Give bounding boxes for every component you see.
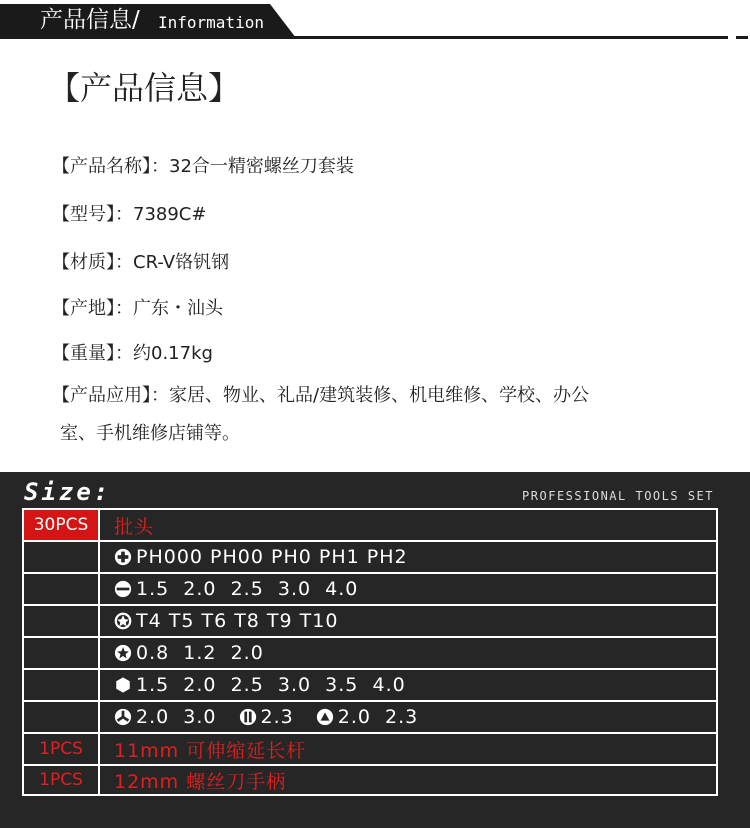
qty-cell — [24, 574, 100, 604]
pentalobe-icon — [114, 644, 132, 662]
info-label: 【材质】： — [52, 252, 133, 273]
info-model — [52, 202, 206, 228]
slotted-icon — [114, 580, 132, 598]
info-application-wrap: 室、手机维修店铺等。 — [60, 423, 240, 444]
item-text: PH000 PH00 PH0 PH1 PH2 — [136, 546, 408, 568]
qty-cell — [24, 670, 100, 700]
info-label: 【重量】： — [52, 343, 133, 364]
triangle-icon — [316, 708, 334, 726]
u-shape-icon — [239, 708, 257, 726]
qty-cell — [24, 702, 100, 732]
qty-cell — [24, 606, 100, 636]
info-value: 约0.17kg — [133, 343, 213, 364]
size-title: Size: — [24, 478, 112, 506]
table-row — [22, 508, 718, 540]
item-text: 2.0 3.0 — [136, 706, 217, 728]
item-cell — [102, 734, 716, 764]
item-cell — [102, 574, 716, 604]
info-material — [52, 250, 229, 276]
header-rule-end — [736, 36, 748, 39]
table-row — [22, 668, 718, 700]
item-cell — [102, 606, 716, 636]
torx-icon — [114, 612, 132, 630]
item-text: 批头 — [114, 515, 155, 538]
phillips-icon — [114, 548, 132, 566]
triwing-icon — [114, 708, 132, 726]
item-text: 11mm 可伸缩延长杆 — [114, 739, 307, 762]
table-row — [22, 732, 718, 764]
info-value: 32合一精密螺丝刀套装 — [169, 156, 354, 177]
table-row — [22, 604, 718, 636]
table-row — [22, 540, 718, 572]
item-text: 0.8 1.2 2.0 — [136, 642, 264, 664]
qty-cell: 1PCS — [24, 766, 100, 794]
header-title-cn: 产品信息/ — [40, 7, 140, 33]
info-value: CR-V铬钒钢 — [133, 252, 230, 273]
info-label: 【型号】： — [52, 204, 133, 225]
table-row — [22, 572, 718, 604]
info-label: 【产地】： — [52, 298, 133, 319]
header-title-en: Information — [158, 13, 264, 32]
item-cell — [102, 510, 716, 540]
item-text: 1.5 2.0 2.5 3.0 3.5 4.0 — [136, 674, 406, 696]
item-text: 2.0 2.3 — [337, 706, 419, 728]
table-row — [22, 700, 718, 732]
item-text: 1.5 2.0 2.5 3.0 4.0 — [136, 578, 359, 600]
qty-cell: 30PCS — [24, 510, 100, 540]
header-rule — [0, 36, 728, 39]
info-label: 【产品名称】： — [52, 156, 169, 177]
info-value: 7389C# — [133, 204, 207, 225]
item-cell — [102, 638, 716, 668]
item-cell — [102, 766, 716, 794]
section-title: 【产品信息】 — [48, 69, 241, 107]
item-text: 2.3 — [260, 706, 294, 728]
info-label: 【产品应用】： — [52, 385, 169, 406]
item-cell — [102, 670, 716, 700]
item-text: 12mm 螺丝刀手柄 — [114, 770, 287, 793]
info-value: 家居、物业、礼品/建筑装修、机电维修、学校、办公 — [169, 385, 590, 406]
item-cell — [102, 702, 716, 732]
item-text: T4 T5 T6 T8 T9 T10 — [136, 610, 339, 632]
hex-icon — [114, 676, 132, 694]
table-row — [22, 764, 718, 796]
info-origin — [52, 296, 223, 322]
qty-cell — [24, 542, 100, 572]
info-weight — [52, 341, 213, 367]
table-row — [22, 636, 718, 668]
qty-cell: 1PCS — [24, 734, 100, 764]
item-cell — [102, 542, 716, 572]
info-value: 广东・汕头 — [133, 298, 223, 319]
qty-cell — [24, 638, 100, 668]
info-application — [52, 383, 589, 409]
size-subtitle: PROFESSIONAL TOOLS SET — [522, 489, 714, 503]
header-banner — [0, 0, 750, 44]
info-product-name — [52, 154, 354, 180]
